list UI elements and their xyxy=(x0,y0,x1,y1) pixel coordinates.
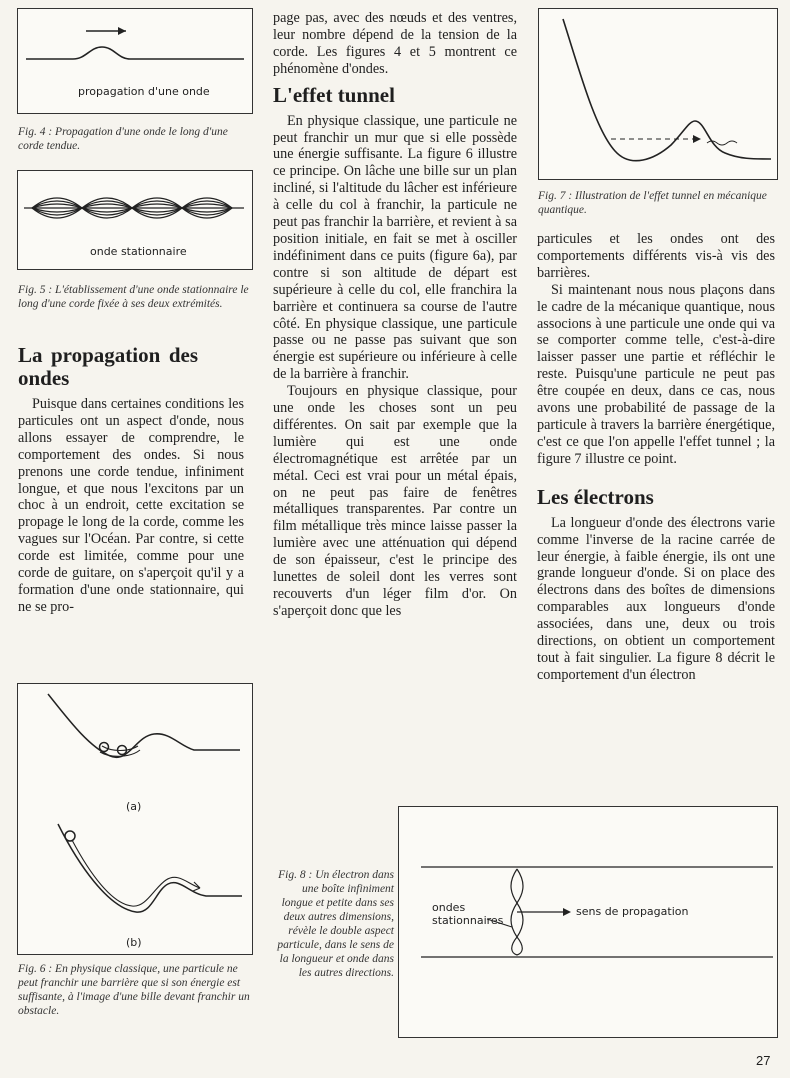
fig8-caption: Fig. 8 : Un électron dans une boîte infiniment longue et petite dans ses deux autres dimensions, révèle le double aspect particule, dans le sens de la longueur et onde dans les autres directions. xyxy=(277,869,394,979)
fig5-standing-wave-drawing xyxy=(18,171,252,269)
col3-paragraph-0: particules et les ondes ont des comportements différents vis-à vis des barrières. xyxy=(537,231,775,281)
col3-paragraph-2: La longueur d'onde des électrons varie comme l'inverse de la racine carrée de leur énergie, à faible énergie, ils ont une grande longueur d'onde. Si on place des électrons dans des boîtes de dimensions comparables aux longueurs d'onde associées, dans une, deux ou trois directions, on obtient un comportement tout à fait singulier. La figure 8 décrit le comportement d'un électron xyxy=(537,514,775,683)
fig6-caption: Fig. 6 : En physique classique, une particule ne peut franchir une barrière que si son énergie est suffisante, à l'image d'une bille devant franchir un obstacle. xyxy=(18,963,250,1017)
heading-propagation-ondes: La propagation des ondes xyxy=(18,343,198,390)
page-number: 27 xyxy=(756,1053,771,1068)
heading-electrons: Les électrons xyxy=(537,484,654,509)
fig8-label-waves xyxy=(432,901,503,927)
col1-paragraph-1: Puisque dans certaines conditions les particules ont un aspect d'onde, nous allons essayer de comprendre, le comportement des ondes. Si nous prenons une corde tendue, infiniment longue, et que nous l'excitons par un choc à un endroit, cette excitation se propage le long de la corde, comme les vagues sur l'Océan. Par contre, si cette corde est limitée, comme pour une corde de guitare, on s'aperçoit qu'il y a formation d'une onde stationnaire, qui ne se pro- xyxy=(18,396,244,615)
col2-paragraph-1: En physique classique, une particule ne peut franchir un mur que si elle possède une énergie suffisante. La figure 6 illustre ce principe. On lâche une bille sur un plan incliné, si l'altitude du lâcher est inférieure à celle du col à franchir, la particule ne peut pas franchir la barrière, et revient à sa position initiale, en fait se met à osciller indéfiniment dans ce puits (figure 6a), par contre si son altitude de départ est supérieure à celle du col, elle franchira la barrière et continuera sa course de l'autre côté. En physique classique, une particule passe ou ne passe pas suivant que son énergie est supérieure ou inférieure à celle de la barrière à franchir. xyxy=(273,112,517,383)
fig5-caption: Fig. 5 : L'établissement d'une onde stationnaire le long d'une corde fixée à ses deux extrémités. xyxy=(18,284,249,310)
fig4-label: propagation d'une onde xyxy=(78,85,210,98)
fig8-label-direction: sens de propagation xyxy=(576,905,689,918)
column-1 xyxy=(18,344,244,616)
fig6-ball-drawing xyxy=(18,684,252,954)
fig6-label-b: (b) xyxy=(126,936,142,949)
column-3 xyxy=(537,231,775,684)
fig6-label-a: (a) xyxy=(126,800,142,813)
col2-paragraph-0: page pas, avec des nœuds et des ventres, leur nombre dépend de la tension de la corde. Les figures 4 et 5 montrent ce phénomène d'ondes. xyxy=(273,10,517,77)
figure-8 xyxy=(398,806,778,1038)
fig8-label-waves-line1: ondes xyxy=(432,901,466,914)
figure-7 xyxy=(538,8,778,180)
fig5-label: onde stationnaire xyxy=(90,245,187,258)
fig4-caption: Fig. 4 : Propagation d'une onde le long d'une corde tendue. xyxy=(18,126,228,152)
col2-paragraph-2: Toujours en physique classique, pour une onde les choses sont un peu différentes. On sait par exemple que la lumière qui est une onde électromagnétique est arrêtée par un métal. Ceci est vrai pour un métal épais, on ne peut pas faire de fenêtres métalliques transparentes. Par contre un film métallique très mince laisse passer la lumière avec une atténuation qui dépend de son épaisseur, c'est le principe des lunettes de soleil dont les verres sont recouverts d'un léger film d'or. On s'aperçoit donc que les xyxy=(273,383,517,619)
column-2 xyxy=(273,10,517,620)
col3-paragraph-1: Si maintenant nous nous plaçons dans le cadre de la mécanique quantique, nous associons à une particule une onde qui va se comporter comme telle, c'est-à-dire laisser passer une partie et réfléchir le reste. Puisqu'une particule ne peut pas être coupée en deux, dans ce cas, nous avons une probabilité de passage de la particule à travers la barrière énergétique, c'est ce que l'on appelle l'effet tunnel ; la figure 7 illustre ce point. xyxy=(537,281,775,467)
fig8-label-waves-line2: stationnaires xyxy=(432,914,504,927)
figure-4 xyxy=(17,8,253,114)
figure-6 xyxy=(17,683,253,955)
fig7-caption: Fig. 7 : Illustration de l'effet tunnel en mécanique quantique. xyxy=(538,190,767,216)
heading-effet-tunnel: L'effet tunnel xyxy=(273,82,395,107)
fig4-rope-drawing xyxy=(18,9,252,113)
fig7-tunnel-drawing xyxy=(539,9,777,179)
figure-5 xyxy=(17,170,253,270)
